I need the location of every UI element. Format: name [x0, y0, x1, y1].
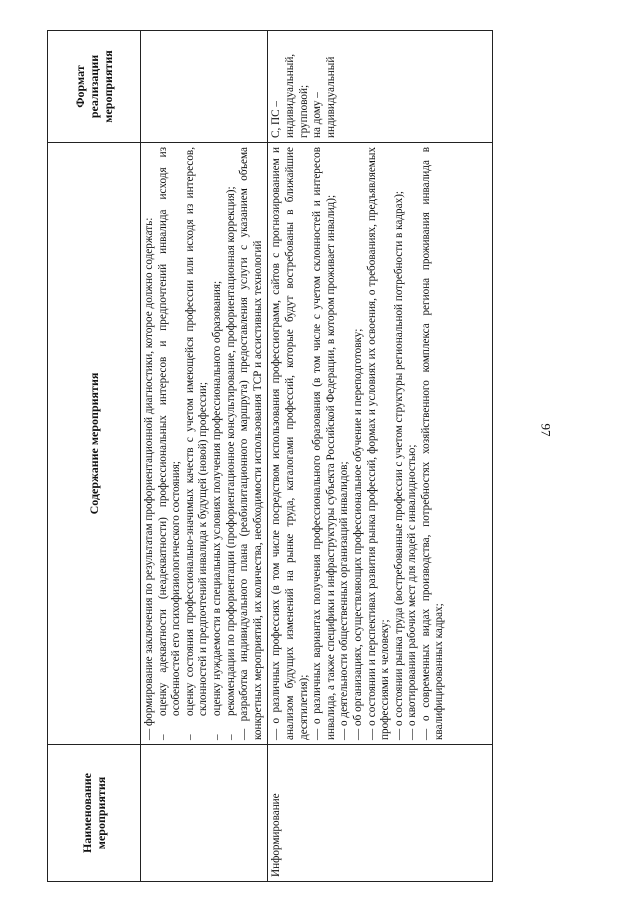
row1-intro: — формирование заключения по результатам профориентационной диагностики, которое должно содержать: [143, 217, 155, 740]
info-paragraph: — о различных профессиях (в том числе посредством использования профессиограмм, сайтов с прогнозированием и анализом будущих изменений на рынке труда, каталогами профессий, которые будут востребованы в ближайшие десятилетия); [270, 147, 310, 740]
rotated-table-container [47, 31, 487, 882]
row1-name [141, 745, 268, 882]
table-header-row [48, 31, 141, 882]
info-paragraph: — о деятельности общественных организаций инвалидов; [338, 461, 351, 740]
format-line: индивидуальный, [283, 53, 296, 138]
format-line: С, ПС – [270, 101, 283, 138]
info-paragraph: — о состоянии и перспективах развития рынка профессий, формах и условиях их освоения, о требованиях, предъявляемых профессиями к человеку; [365, 147, 392, 740]
row1-tail: — разработка индивидуального плана (реабилитационного маршрута) предоставления услуги с указанием объема конкретных мероприятий, их количества, необходимости использования ТСР и ассистивных технологий [238, 147, 264, 740]
info-paragraph: — о современных видах производства, потребностях хозяйственного комплекса региона проживания инвалида в квалифицированных кадрах; [419, 147, 446, 740]
table-row [268, 31, 493, 882]
row2-content [268, 143, 493, 745]
page-number: 97 [538, 423, 554, 437]
row1-content [141, 143, 268, 745]
list-item: – оценку состояния профессионально-значимых качеств с учетом имеющейся профессии или исходя из интересов, склонностей и предпочтений инвалида к будущей (новой) профессии; [183, 147, 210, 740]
measures-table [47, 30, 493, 882]
info-paragraph: — о квотировании рабочих мест для людей с инвалидностью; [406, 444, 419, 740]
table-row [141, 31, 268, 882]
list-item: – оценку адекватности (неадекватности) профессиональных интересов и предпочтений инвалида исходя из особенностей его психофизиологического состояния; [156, 147, 183, 740]
header-format: Формат реализации мероприятия [48, 31, 141, 143]
format-line: на дому – [311, 92, 324, 138]
row2-format [268, 31, 493, 143]
header-content: Содержание мероприятия [48, 143, 141, 745]
list-item: – оценку нуждаемости в специальных условиях получения профессионального образования; [210, 280, 223, 740]
format-line: индивидуальный [324, 56, 337, 138]
info-paragraph: — об организациях, осуществляющих профессиональное обучение и переподготовку; [351, 328, 364, 740]
header-name: Наименование мероприятия [48, 745, 141, 882]
format-line: групповой; [297, 84, 310, 138]
list-item: – рекомендации по профориентации (профориентационное консультирование, профориентационная коррекция); [224, 186, 237, 740]
row1-format [141, 31, 268, 143]
info-paragraph: — о состоянии рынка труда (востребованные профессии с учетом структуры региональной потребности в кадрах); [392, 190, 405, 740]
row2-name: Информирование [268, 745, 493, 882]
info-paragraph: — о различных вариантах получения профессионального образования (в том числе с учетом склонностей и интересов инвалида, а также специфики и инфраструктуры субъекта Российской Федерации, в котором проживает инвалид); [311, 147, 337, 740]
